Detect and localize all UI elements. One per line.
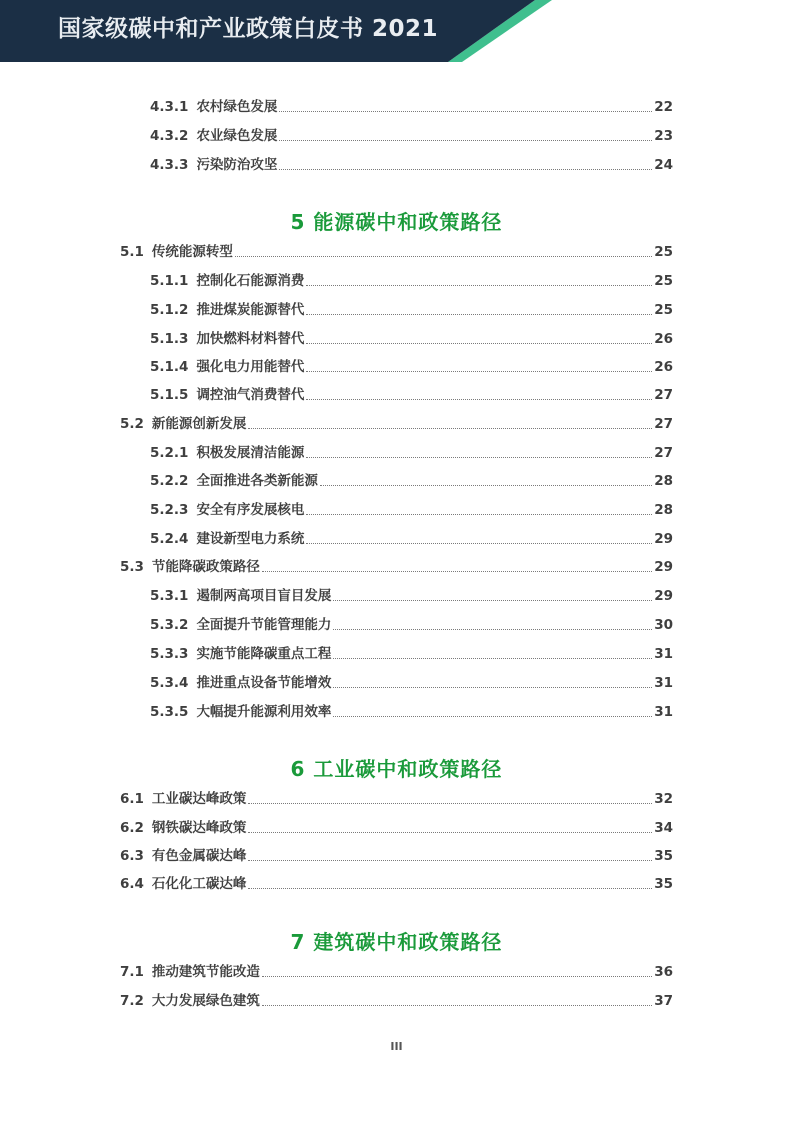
dot-leader — [235, 256, 652, 257]
entry-number: 5.2 — [120, 416, 144, 432]
toc-section-entry[interactable] — [120, 557, 673, 577]
entry-title: 全面推进各类新能源 — [196, 473, 318, 489]
entry-title: 安全有序发展核电 — [196, 502, 305, 518]
entry-title: 石化化工碳达峰 — [151, 876, 247, 892]
dot-leader — [279, 169, 652, 170]
entry-number: 5.3.4 — [150, 675, 189, 691]
entry-page-number: 36 — [654, 964, 673, 980]
dot-leader — [320, 485, 652, 486]
entry-page-number: 23 — [654, 128, 673, 144]
entry-page-number: 27 — [654, 387, 673, 403]
toc-subsection-entry[interactable] — [150, 357, 673, 377]
entry-page-number: 27 — [654, 445, 673, 461]
entry-number: 7.2 — [120, 993, 144, 1009]
dot-leader — [306, 457, 652, 458]
entry-number: 5.2.2 — [150, 473, 189, 489]
dot-leader — [248, 888, 652, 889]
entry-page-number: 29 — [654, 531, 673, 547]
chapter-heading: 6 工业碳中和政策路径 — [290, 757, 503, 781]
entry-title: 工业碳达峰政策 — [151, 791, 247, 807]
entry-title: 推动建筑节能改造 — [151, 964, 260, 980]
entry-title: 新能源创新发展 — [151, 416, 247, 432]
entry-number: 6.1 — [120, 791, 144, 807]
dot-leader — [333, 687, 652, 688]
dot-leader — [306, 514, 652, 515]
entry-number: 5.1.4 — [150, 359, 189, 375]
toc-subsection-entry[interactable] — [150, 126, 673, 146]
document-title: 国家级碳中和产业政策白皮书 2021 — [58, 16, 439, 42]
dot-leader — [306, 314, 652, 315]
entry-page-number: 29 — [654, 588, 673, 604]
entry-page-number: 25 — [654, 302, 673, 318]
entry-page-number: 35 — [654, 876, 673, 892]
entry-number: 7.1 — [120, 964, 144, 980]
entry-page-number: 26 — [654, 359, 673, 375]
entry-page-number: 28 — [654, 502, 673, 518]
entry-page-number: 35 — [654, 848, 673, 864]
dot-leader — [262, 976, 652, 977]
dot-leader — [306, 543, 652, 544]
entry-page-number: 31 — [654, 704, 673, 720]
dot-leader — [306, 285, 652, 286]
entry-title: 农村绿色发展 — [196, 99, 278, 115]
entry-page-number: 31 — [654, 646, 673, 662]
entry-number: 4.3.3 — [150, 157, 189, 173]
entry-page-number: 28 — [654, 473, 673, 489]
entry-title: 强化电力用能替代 — [196, 359, 305, 375]
entry-number: 5.2.3 — [150, 502, 189, 518]
entry-title: 污染防治攻坚 — [196, 157, 278, 173]
toc-subsection-entry[interactable] — [150, 529, 673, 549]
entry-number: 5.1.5 — [150, 387, 189, 403]
entry-title: 加快燃料材料替代 — [196, 331, 305, 347]
toc-subsection-entry[interactable] — [150, 500, 673, 520]
dot-leader — [279, 111, 652, 112]
entry-title: 遏制两高项目盲目发展 — [196, 588, 332, 604]
entry-number: 5.1.2 — [150, 302, 189, 318]
entry-number: 5.2.4 — [150, 531, 189, 547]
entry-number: 5.2.1 — [150, 445, 189, 461]
entry-page-number: 26 — [654, 331, 673, 347]
entry-title: 大幅提升能源利用效率 — [196, 704, 332, 720]
entry-title: 积极发展清洁能源 — [196, 445, 305, 461]
entry-number: 4.3.2 — [150, 128, 189, 144]
entry-number: 6.3 — [120, 848, 144, 864]
toc-section-entry[interactable] — [120, 874, 673, 894]
toc-subsection-entry[interactable] — [150, 329, 673, 349]
entry-title: 传统能源转型 — [151, 244, 233, 260]
page-number: III — [390, 1040, 403, 1053]
entry-page-number: 34 — [654, 820, 673, 836]
entry-title: 节能降碳政策路径 — [151, 559, 260, 575]
entry-title: 控制化石能源消费 — [196, 273, 305, 289]
dot-leader — [262, 1005, 652, 1006]
dot-leader — [333, 658, 652, 659]
entry-number: 5.3.5 — [150, 704, 189, 720]
entry-number: 6.4 — [120, 876, 144, 892]
entry-number: 5.1.3 — [150, 331, 189, 347]
entry-page-number: 31 — [654, 675, 673, 691]
toc-subsection-entry[interactable] — [150, 385, 673, 405]
toc-subsection-entry[interactable] — [150, 644, 673, 664]
toc-subsection-entry[interactable] — [150, 155, 673, 175]
entry-page-number: 29 — [654, 559, 673, 575]
dot-leader — [248, 860, 652, 861]
entry-number: 5.1.1 — [150, 273, 189, 289]
entry-title: 推进重点设备节能增效 — [196, 675, 332, 691]
entry-title: 全面提升节能管理能力 — [196, 617, 332, 633]
dot-leader — [279, 140, 652, 141]
toc-section-entry[interactable] — [120, 414, 673, 434]
dot-leader — [248, 803, 652, 804]
toc-subsection-entry[interactable] — [150, 615, 673, 635]
toc-section-entry[interactable] — [120, 846, 673, 866]
entry-number: 5.3 — [120, 559, 144, 575]
entry-title: 建设新型电力系统 — [196, 531, 305, 547]
entry-title: 调控油气消费替代 — [196, 387, 305, 403]
dot-leader — [306, 399, 652, 400]
entry-number: 5.3.1 — [150, 588, 189, 604]
entry-page-number: 24 — [654, 157, 673, 173]
entry-number: 6.2 — [120, 820, 144, 836]
toc-section-entry[interactable] — [120, 818, 673, 838]
dot-leader — [262, 571, 652, 572]
toc-subsection-entry[interactable] — [150, 443, 673, 463]
toc-subsection-entry[interactable] — [150, 702, 673, 722]
dot-leader — [306, 343, 652, 344]
dot-leader — [248, 428, 652, 429]
toc-section-entry[interactable] — [120, 789, 673, 809]
entry-title: 钢铁碳达峰政策 — [151, 820, 247, 836]
page-header — [0, 0, 793, 68]
toc-subsection-entry[interactable] — [150, 271, 673, 291]
entry-title: 推进煤炭能源替代 — [196, 302, 305, 318]
entry-title: 大力发展绿色建筑 — [151, 993, 260, 1009]
entry-page-number: 30 — [654, 617, 673, 633]
chapter-heading: 5 能源碳中和政策路径 — [290, 210, 503, 234]
dot-leader — [333, 716, 652, 717]
entry-number: 4.3.1 — [150, 99, 189, 115]
entry-title: 有色金属碳达峰 — [151, 848, 247, 864]
entry-page-number: 32 — [654, 791, 673, 807]
entry-number: 5.1 — [120, 244, 144, 260]
dot-leader — [306, 371, 652, 372]
dot-leader — [333, 629, 652, 630]
entry-page-number: 22 — [654, 99, 673, 115]
chapter-heading: 7 建筑碳中和政策路径 — [290, 930, 503, 954]
entry-number: 5.3.3 — [150, 646, 189, 662]
entry-title: 实施节能降碳重点工程 — [196, 646, 332, 662]
dot-leader — [333, 600, 652, 601]
dot-leader — [248, 832, 652, 833]
entry-page-number: 27 — [654, 416, 673, 432]
entry-title: 农业绿色发展 — [196, 128, 278, 144]
toc-subsection-entry[interactable] — [150, 586, 673, 606]
entry-page-number: 25 — [654, 273, 673, 289]
entry-page-number: 37 — [654, 993, 673, 1009]
toc-subsection-entry[interactable] — [150, 471, 673, 491]
toc-section-entry[interactable] — [120, 242, 673, 262]
entry-number: 5.3.2 — [150, 617, 189, 633]
toc-subsection-entry[interactable] — [150, 300, 673, 320]
toc-section-entry[interactable] — [120, 962, 673, 982]
entry-page-number: 25 — [654, 244, 673, 260]
toc-subsection-entry[interactable] — [150, 97, 673, 117]
toc-subsection-entry[interactable] — [150, 673, 673, 693]
toc-section-entry[interactable] — [120, 991, 673, 1011]
